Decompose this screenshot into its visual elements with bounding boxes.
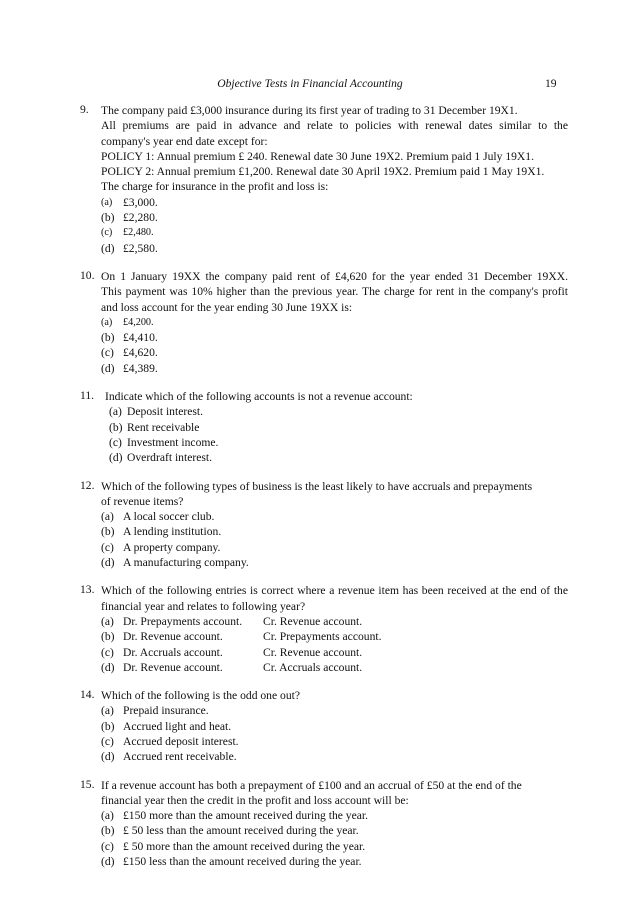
question-text-line: company's year end date except for:: [101, 134, 268, 148]
answer-option: [101, 749, 568, 764]
option-text: £4,389.: [123, 361, 158, 375]
option-credit-entry: Cr. Accruals account.: [263, 660, 363, 674]
question-list: [80, 103, 568, 882]
question-number: 12.: [80, 478, 95, 492]
question-body: [101, 103, 568, 256]
option-credit-entry: Cr. Revenue account.: [263, 614, 363, 628]
option-label: (b): [101, 211, 115, 225]
answer-option: [101, 315, 568, 330]
question-text-line: POLICY 2: Annual premium £1,200. Renewal date 30 April 19X2. Premium paid 1 May 19X1.: [101, 165, 545, 179]
option-text: £4,410.: [123, 331, 158, 345]
option-label: (c): [101, 734, 114, 748]
option-debit-entry: Dr. Revenue account.: [123, 660, 223, 674]
option-label: (b): [101, 630, 115, 644]
question-number: 11.: [80, 389, 95, 403]
option-text: £ 50 more than the amount received during the year.: [123, 839, 366, 853]
question-text-line: Which of the following types of business is the least likely to have accruals and prepayments: [101, 479, 533, 493]
question-text-line: All premiums are paid in advance and relate to policies with renewal dates similar to the: [101, 119, 568, 133]
option-label: (d): [101, 660, 115, 674]
option-text: A local soccer club.: [123, 510, 215, 524]
option-text: £ 50 less than the amount received during the year.: [123, 824, 359, 838]
question-9: [80, 103, 568, 256]
option-label: (b): [101, 331, 115, 345]
option-label: (a): [101, 704, 114, 718]
option-text: A property company.: [123, 540, 221, 554]
option-label: (a): [101, 316, 113, 328]
answer-option: [105, 435, 568, 450]
answer-option: [101, 524, 568, 539]
question-text-line: If a revenue account has both a prepayment of £100 and an accrual of £50 at the end of the: [101, 778, 522, 792]
question-text-line: POLICY 1: Annual premium £ 240. Renewal date 30 June 19X2. Premium paid 1 July 19X1.: [101, 149, 534, 163]
page-number: 19: [545, 77, 557, 90]
option-label: (c): [109, 435, 122, 449]
question-12: [80, 479, 568, 571]
option-label: (a): [101, 614, 114, 628]
option-label: (d): [101, 241, 115, 255]
answer-option: [101, 645, 568, 660]
question-body: [101, 778, 568, 870]
option-label: (b): [101, 525, 115, 539]
option-text: A manufacturing company.: [123, 556, 249, 570]
answer-option: [101, 361, 568, 376]
answer-option: [101, 823, 568, 838]
answer-option: [101, 345, 568, 360]
page-header: [0, 77, 638, 93]
option-credit-entry: Cr. Revenue account.: [263, 645, 363, 659]
question-10: [80, 269, 568, 376]
option-debit-entry: Dr. Accruals account.: [123, 645, 223, 659]
question-text-line: financial year and relates to following year?: [101, 599, 306, 613]
option-label: (c): [101, 227, 113, 239]
option-label: (d): [101, 855, 115, 869]
option-label: (b): [101, 719, 115, 733]
question-15: [80, 778, 568, 870]
answer-option: [101, 629, 568, 644]
option-label: (a): [101, 510, 114, 524]
question-text-line: of revenue items?: [101, 494, 184, 508]
option-credit-entry: Cr. Prepayments account.: [263, 630, 382, 644]
question-text-line: The charge for insurance in the profit and loss is:: [101, 180, 329, 194]
answer-option: [105, 404, 568, 419]
option-label: (c): [101, 645, 114, 659]
question-text-line: Which of the following is the odd one out?: [101, 689, 300, 703]
option-debit-entry: Dr. Revenue account.: [123, 630, 223, 644]
page-title: Objective Tests in Financial Accounting: [217, 77, 403, 90]
option-label: (c): [101, 346, 114, 360]
answer-option: [101, 854, 568, 869]
question-number: 10.: [80, 268, 95, 282]
question-body: [101, 583, 568, 675]
option-text: Accrued deposit interest.: [123, 734, 239, 748]
question-11: [80, 389, 568, 465]
question-body: [101, 479, 568, 571]
option-label: (d): [101, 750, 115, 764]
option-text: A lending institution.: [123, 525, 222, 539]
option-label: (d): [101, 556, 115, 570]
question-text-line: Which of the following entries is correct where a revenue item has been received at the end of the: [101, 584, 568, 598]
question-text-line: and loss account for the year ending 30 June 19XX is:: [101, 300, 353, 314]
answer-option: [101, 210, 568, 225]
question-text-line: financial year then the credit in the profit and loss account will be:: [101, 793, 409, 807]
option-text: Accrued light and heat.: [123, 719, 232, 733]
option-text: £2,480.: [123, 227, 154, 239]
option-text: £2,280.: [123, 211, 158, 225]
question-text-line: This payment was 10% higher than the previous year. The charge for rent in the company's profit: [101, 285, 568, 299]
option-label: (a): [101, 196, 113, 208]
question-14: [80, 688, 568, 764]
answer-option: [101, 195, 568, 210]
question-number: 14.: [80, 688, 95, 702]
question-text-line: The company paid £3,000 insurance during its first year of trading to 31 December 19X1.: [101, 104, 518, 117]
option-label: (c): [101, 540, 114, 554]
question-text-line: On 1 January 19XX the company paid rent of £4,620 for the year ended 31 December 19XX.: [101, 269, 568, 283]
option-text: £4,620.: [123, 346, 158, 360]
option-label: (d): [101, 361, 115, 375]
answer-option: [101, 734, 568, 749]
question-13: [80, 583, 568, 675]
option-label: (d): [109, 451, 123, 465]
option-label: (a): [101, 809, 114, 823]
option-label: (c): [101, 839, 114, 853]
option-label: (a): [109, 405, 122, 419]
answer-option: [105, 420, 568, 435]
option-text: £150 less than the amount received during the year.: [123, 855, 362, 869]
question-body: [101, 269, 568, 376]
option-text: Prepaid insurance.: [123, 704, 209, 718]
answer-option: [101, 509, 568, 524]
option-text: Rent receivable: [127, 420, 200, 434]
answer-option: [101, 660, 568, 675]
answer-option: [101, 808, 568, 823]
answer-option: [101, 614, 568, 629]
answer-option: [101, 555, 568, 570]
option-label: (b): [101, 824, 115, 838]
option-text: Accrued rent receivable.: [123, 750, 237, 764]
answer-option: [101, 330, 568, 345]
answer-option: [101, 839, 568, 854]
answer-option: [101, 241, 568, 256]
answer-option: [101, 540, 568, 555]
question-body: [101, 688, 568, 764]
answer-option: [101, 225, 568, 240]
question-number: 9.: [80, 103, 89, 116]
option-text: £3,000.: [123, 195, 158, 209]
question-text-line: Indicate which of the following accounts is not a revenue account:: [105, 390, 413, 404]
option-text: Investment income.: [127, 435, 219, 449]
answer-option: [101, 719, 568, 734]
option-text: £2,580.: [123, 241, 158, 255]
option-text: £150 more than the amount received during the year.: [123, 809, 368, 823]
option-label: (b): [109, 420, 123, 434]
answer-option: [101, 703, 568, 718]
option-text: £4,200.: [123, 316, 154, 328]
option-text: Deposit interest.: [127, 405, 203, 419]
question-body: [101, 389, 568, 465]
answer-option: [105, 450, 568, 465]
option-text: Overdraft interest.: [127, 451, 212, 465]
question-number: 13.: [80, 583, 95, 597]
option-debit-entry: Dr. Prepayments account.: [123, 614, 243, 628]
question-number: 15.: [80, 777, 95, 791]
